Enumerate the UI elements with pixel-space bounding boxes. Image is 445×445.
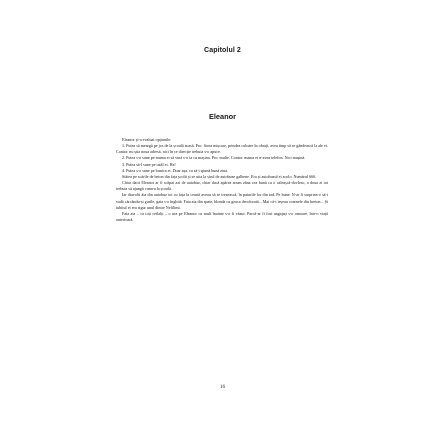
paragraph: 2. Putea s-o sune pe mama ei să vină s-o ia cu mașina. Pro: multe. Contra: mama ei n-avea telefon. Nici mașină. [122, 155, 306, 161]
paragraph: Fata aia – ca toți ceilalți – o ura pe Eleanor cu mult înainte s-o fi văzut. Parcă-ar fi fost angajați s-o omoare, într-o viață anterioară. [116, 210, 328, 223]
paragraph: 3. Putea să-l sune pe tatăl ei. Ha! [122, 161, 176, 167]
paragraph: Chiar dacă Eleanor ar fi scăpat azi de autobuz, chiar dacă apărea acum zâna cea bună cu o caleașcă-dovleac, a doua zi tot trebuia să ajungă cumva la școală. [116, 180, 328, 192]
paragraph: 1. Putea să meargă pe jos de la școală acasă. Pro: făcea mișcare, prindea culoare în obraji, avea timp să se gândească la ale ei. Contra: nu știa noua adresă, nici în ce direcție trebuia s-o apuce. [116, 143, 328, 155]
chapter-heading: Capitolul 2 [204, 47, 241, 54]
paragraph: Eleanor și-a evaluat opțiunile: [122, 137, 172, 142]
paragraph: Iar diavolii ăia din autobuz tot cu fața la ceartă aveau să se trezească, în paturile lor din iad. Pe bune. N-ar fi surprins-o să-i vadă cărcându-și gurile, gata s-o înghită. Fata aia din spate, blonda cu geaca decolorată... Mai că-i ieșeau coarnele din breton... Și iubitul ei era sigur unul dintre Nefilimi. [116, 192, 328, 210]
page-number: 16 [219, 384, 226, 390]
paragraph: 4. Putea s-o sune pe bunica ei. Doar așa, ca să-i spună bună ziua. [122, 167, 229, 173]
body-text [116, 137, 328, 223]
paragraph: Stătea pe scările de beton din fața școlii și se uita la șirul de autobuze galbene. Era și autobuzul ei acolo. Numărul 666. [122, 173, 317, 179]
chapter-title: Eleanor [208, 112, 237, 121]
